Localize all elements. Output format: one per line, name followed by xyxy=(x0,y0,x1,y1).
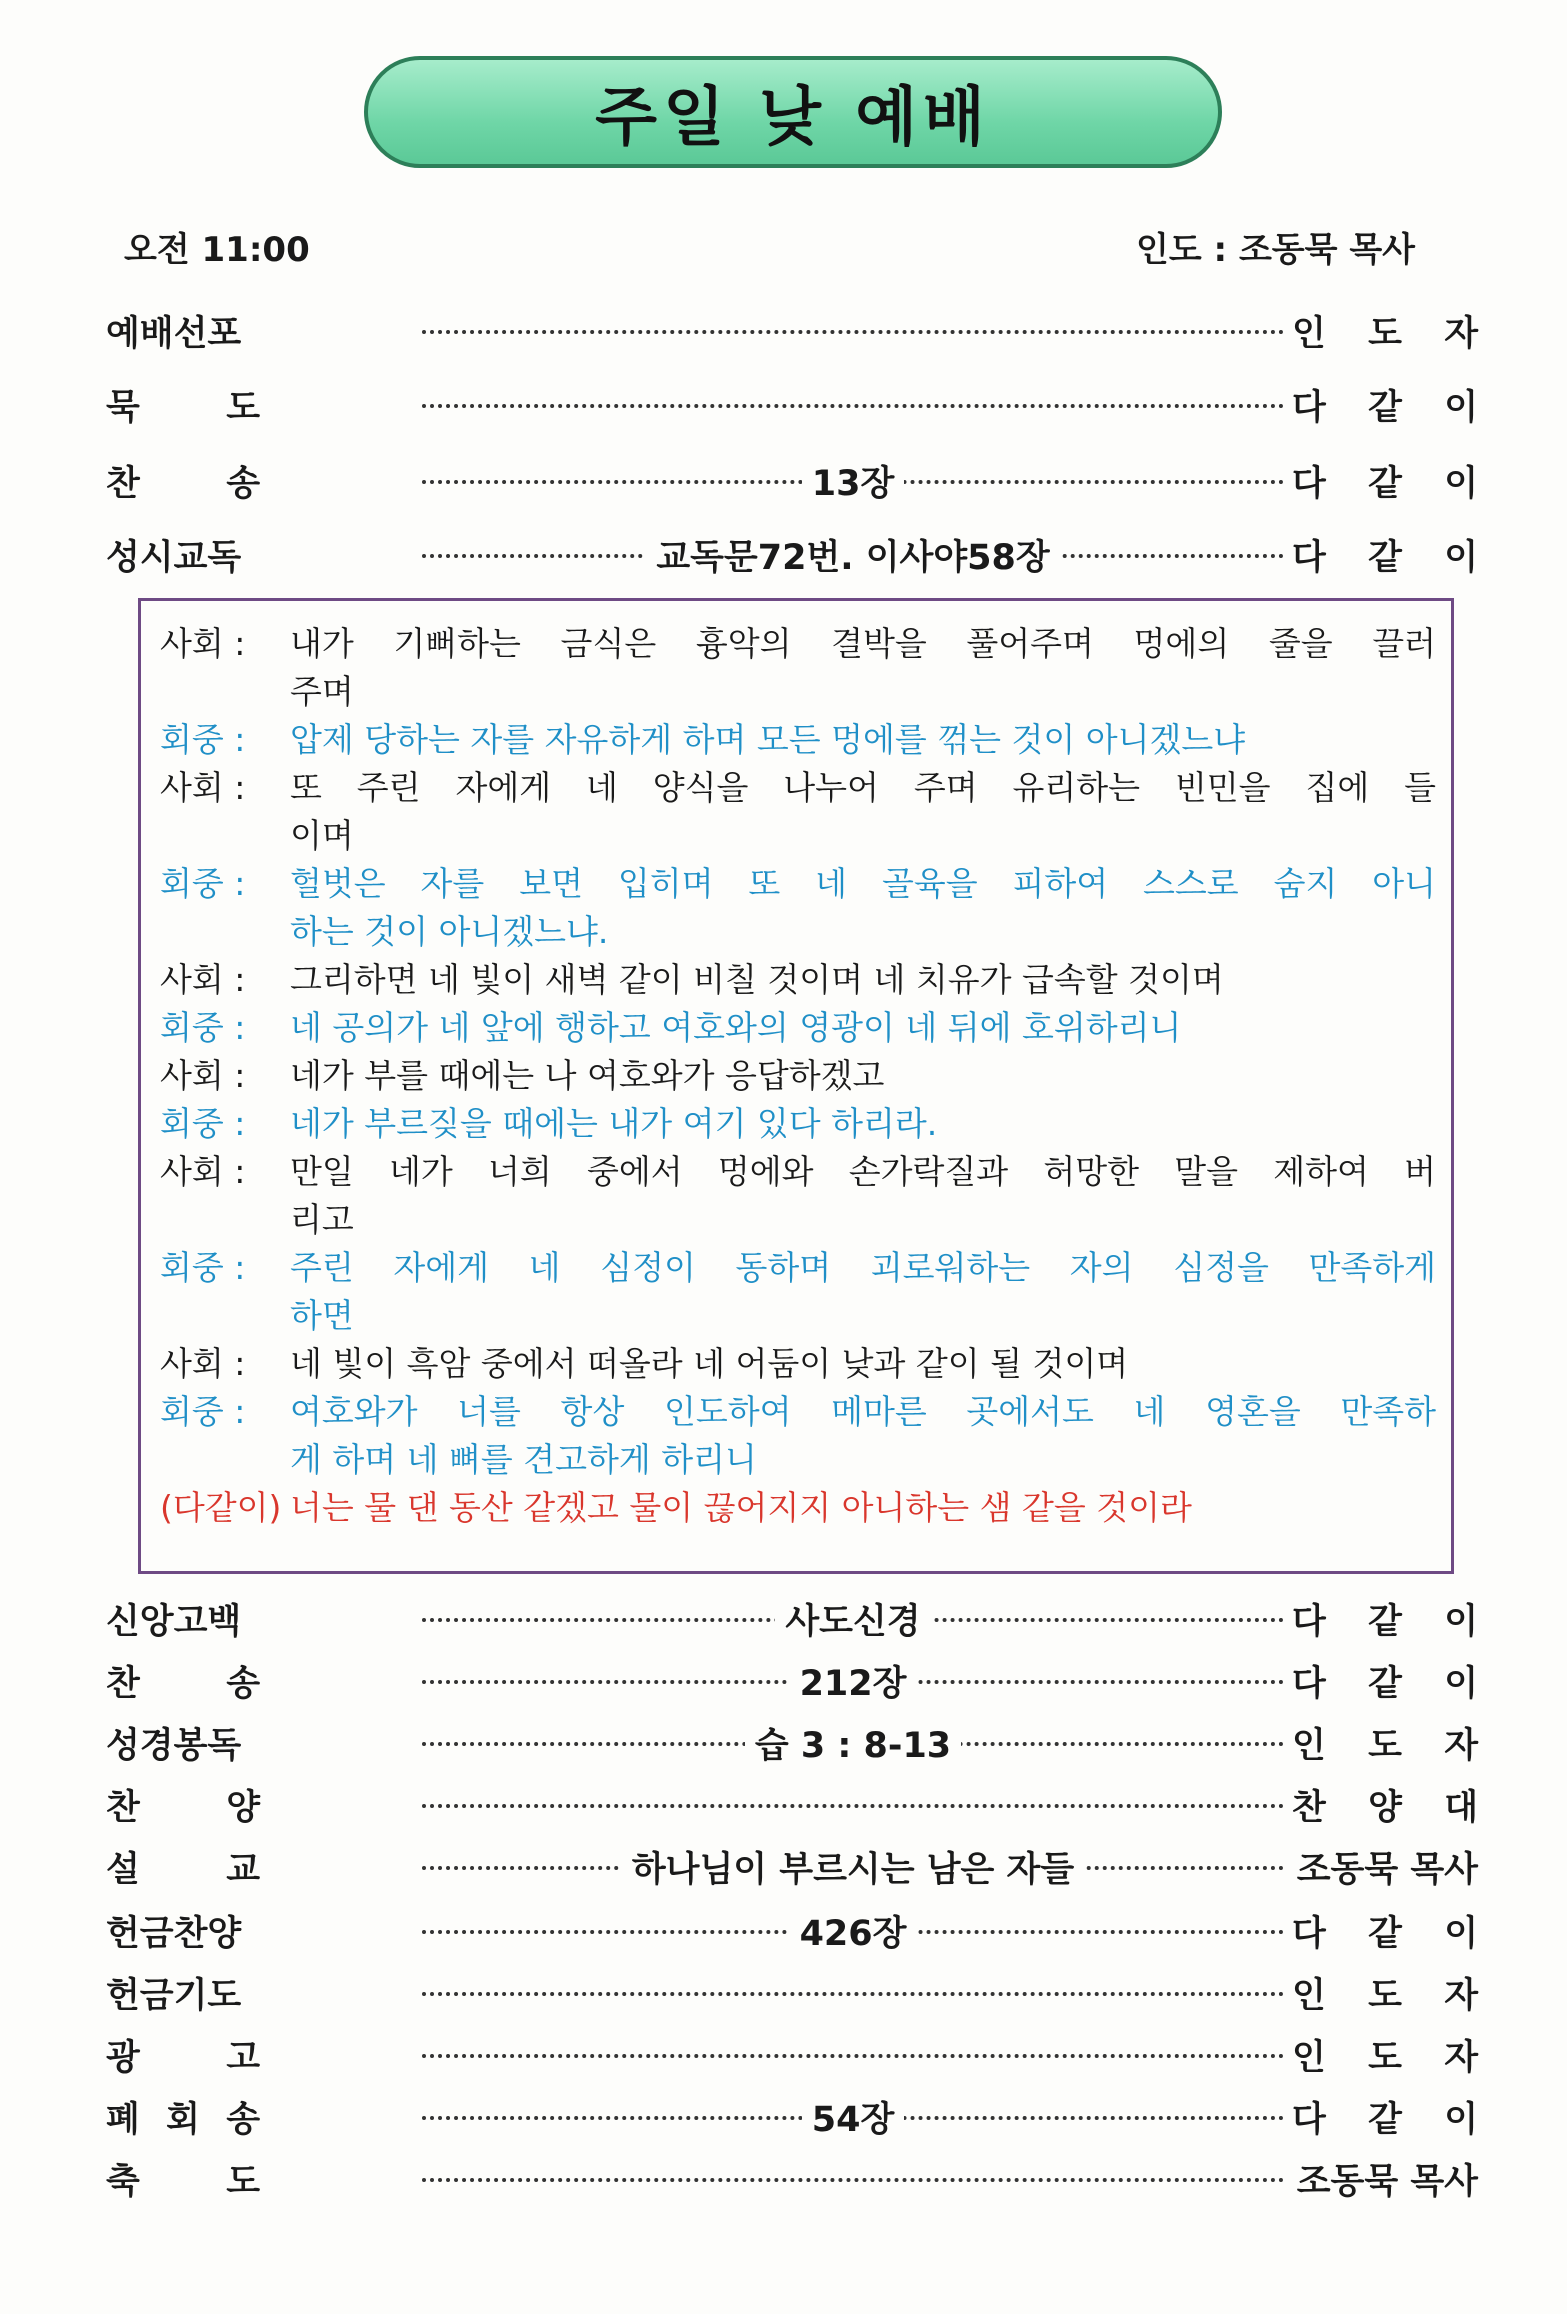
reading-line xyxy=(160,1150,1436,1194)
reading-text: 여호와가 너를 항상 인도하여 메마른 곳에서도 네 영혼을 만족하 xyxy=(290,1392,1436,1431)
order-row xyxy=(106,306,1476,362)
order-item-leader: 찬 양 대 xyxy=(1292,1788,1478,1828)
page-title: 주일 낮 예배 xyxy=(595,81,991,155)
order-item-leader: 인 도 자 xyxy=(1292,314,1478,354)
order-item-detail: 교독문72번. 이사야58장 xyxy=(422,530,1284,580)
reading-text: 주린 자에게 네 심정이 동하며 괴로워하는 자의 심정을 만족하게 xyxy=(290,1248,1436,1287)
reading-text: 리고 xyxy=(290,1200,354,1239)
reading-text: 네 빛이 흑암 중에서 떠올라 네 어둠이 낮과 같이 될 것이며 xyxy=(290,1344,1129,1383)
order-item-leader: 다 같 이 xyxy=(1292,388,1478,428)
order-item-detail: 습 3 : 8-13 xyxy=(422,1718,1284,1768)
order-item-label: 설 교 xyxy=(106,1850,260,1890)
order-item-label: 묵 도 xyxy=(106,388,260,428)
reading-speaker: 회중 : xyxy=(160,1248,246,1287)
order-item-detail: 13장 xyxy=(422,456,1284,506)
reading-line xyxy=(160,1102,1436,1146)
reading-line xyxy=(160,1054,1436,1098)
order-item-label: 헌금기도 xyxy=(106,1976,242,2016)
reading-speaker: 회중 : xyxy=(160,1104,246,1143)
order-item-label: 헌금찬양 xyxy=(106,1914,242,1954)
reading-text: 네가 부르짖을 때에는 내가 여기 있다 하리라. xyxy=(290,1104,938,1143)
order-item-detail: 426장 xyxy=(422,1906,1284,1956)
reading-text: 압제 당하는 자를 자유하게 하며 모든 멍에를 꺾는 것이 아니겠느냐 xyxy=(290,720,1246,759)
order-item-leader: 인 도 자 xyxy=(1292,2038,1478,2078)
order-item-leader: 다 같 이 xyxy=(1292,1664,1478,1704)
reading-text: 이며 xyxy=(290,816,354,855)
reading-text: 하면 xyxy=(290,1296,354,1335)
reading-speaker: 회중 : xyxy=(160,1008,246,1047)
reading-speaker: 회중 : xyxy=(160,1392,246,1431)
order-row xyxy=(106,456,1476,512)
order-item-leader: 인 도 자 xyxy=(1292,1976,1478,2016)
order-item-label: 광 고 xyxy=(106,2038,260,2078)
order-item-leader: 다 같 이 xyxy=(1292,538,1478,578)
reading-text: 또 주린 자에게 네 양식을 나누어 주며 유리하는 빈민을 집에 들 xyxy=(290,768,1436,807)
reading-line-continued xyxy=(160,1198,1436,1242)
reading-line-continued xyxy=(160,814,1436,858)
order-row xyxy=(106,1656,1476,1712)
dot-leader xyxy=(422,1804,1284,1808)
reading-line xyxy=(160,958,1436,1002)
order-item-label: 찬 양 xyxy=(106,1788,260,1828)
reading-text: 게 하며 네 뼈를 견고하게 하리니 xyxy=(290,1440,757,1479)
dot-leader xyxy=(422,404,1284,408)
reading-line xyxy=(160,1246,1436,1290)
reading-text: 그리하면 네 빛이 새벽 같이 비칠 것이며 네 치유가 급속할 것이며 xyxy=(290,960,1224,999)
reading-text: 네가 부를 때에는 나 여호와가 응답하겠고 xyxy=(290,1056,885,1095)
reading-text: 너는 물 댄 동산 같겠고 물이 끊어지지 아니하는 샘 같을 것이라 xyxy=(290,1488,1192,1527)
order-item-label: 축 도 xyxy=(106,2162,260,2202)
order-row xyxy=(106,1594,1476,1650)
order-item-detail: 하나님이 부르시는 남은 자들 xyxy=(422,1842,1284,1892)
order-item-detail: 212장 xyxy=(422,1656,1284,1706)
order-row xyxy=(106,1780,1476,1836)
dot-leader xyxy=(422,1992,1284,1996)
reading-line-continued xyxy=(160,910,1436,954)
order-item-label: 성시교독 xyxy=(106,538,242,578)
order-row xyxy=(106,1968,1476,2024)
reading-speaker: 사회 : xyxy=(160,1056,246,1095)
reading-line xyxy=(160,1006,1436,1050)
order-row xyxy=(106,1718,1476,1774)
reading-speaker: 사회 : xyxy=(160,768,246,807)
order-row xyxy=(106,1906,1476,1962)
reading-speaker: (다같이) xyxy=(160,1488,282,1527)
reading-line-continued xyxy=(160,1438,1436,1482)
reading-speaker: 사회 : xyxy=(160,624,246,663)
order-item-leader: 다 같 이 xyxy=(1292,2100,1478,2140)
order-item-label: 찬 송 xyxy=(106,464,260,504)
reading-text: 주며 xyxy=(290,672,354,711)
order-row xyxy=(106,530,1476,586)
reading-speaker: 사회 : xyxy=(160,1344,246,1383)
order-item-leader: 조동묵 목사 xyxy=(1296,1850,1478,1890)
order-item-leader: 다 같 이 xyxy=(1292,464,1478,504)
order-item-leader: 다 같 이 xyxy=(1292,1914,1478,1954)
order-item-leader: 조동묵 목사 xyxy=(1296,2162,1478,2202)
order-row xyxy=(106,2030,1476,2086)
order-item-label: 신앙고백 xyxy=(106,1602,242,1642)
reading-line xyxy=(160,862,1436,906)
order-row xyxy=(106,2092,1476,2148)
order-item-leader: 다 같 이 xyxy=(1292,1602,1478,1642)
reading-speaker: 회중 : xyxy=(160,864,246,903)
reading-text: 하는 것이 아니겠느냐. xyxy=(290,912,609,951)
service-time: 오전 11:00 xyxy=(124,230,310,270)
reading-text: 네 공의가 네 앞에 행하고 여호와의 영광이 네 뒤에 호위하리니 xyxy=(290,1008,1182,1047)
reading-line xyxy=(160,718,1436,762)
service-leader: 인도 : 조동묵 목사 xyxy=(1136,230,1416,270)
reading-speaker: 사회 : xyxy=(160,1152,246,1191)
order-item-detail: 사도신경 xyxy=(422,1594,1284,1644)
reading-line-continued xyxy=(160,1294,1436,1338)
dot-leader xyxy=(422,330,1284,334)
reading-line xyxy=(160,766,1436,810)
reading-text: 만일 네가 너희 중에서 멍에와 손가락질과 허망한 말을 제하여 버 xyxy=(290,1152,1436,1191)
reading-line xyxy=(160,1390,1436,1434)
reading-speaker: 사회 : xyxy=(160,960,246,999)
reading-line xyxy=(160,622,1436,666)
order-item-leader: 인 도 자 xyxy=(1292,1726,1478,1766)
reading-line xyxy=(160,1486,1436,1530)
order-item-label: 찬 송 xyxy=(106,1664,260,1704)
dot-leader xyxy=(422,2178,1284,2182)
reading-text: 헐벗은 자를 보면 입히며 또 네 골육을 피하여 스스로 숨지 아니 xyxy=(290,864,1436,903)
reading-speaker: 회중 : xyxy=(160,720,246,759)
order-row xyxy=(106,380,1476,436)
reading-line-continued xyxy=(160,670,1436,714)
order-row xyxy=(106,2154,1476,2210)
order-item-detail: 54장 xyxy=(422,2092,1284,2142)
reading-text: 내가 기뻐하는 금식은 흉악의 결박을 풀어주며 멍에의 줄을 끌러 xyxy=(290,624,1436,663)
title-banner xyxy=(364,56,1222,168)
dot-leader xyxy=(422,2054,1284,2058)
order-item-label: 폐 회 송 xyxy=(106,2100,260,2140)
order-item-label: 성경봉독 xyxy=(106,1726,242,1766)
reading-line xyxy=(160,1342,1436,1386)
order-item-label: 예배선포 xyxy=(106,314,242,354)
order-row xyxy=(106,1842,1476,1898)
